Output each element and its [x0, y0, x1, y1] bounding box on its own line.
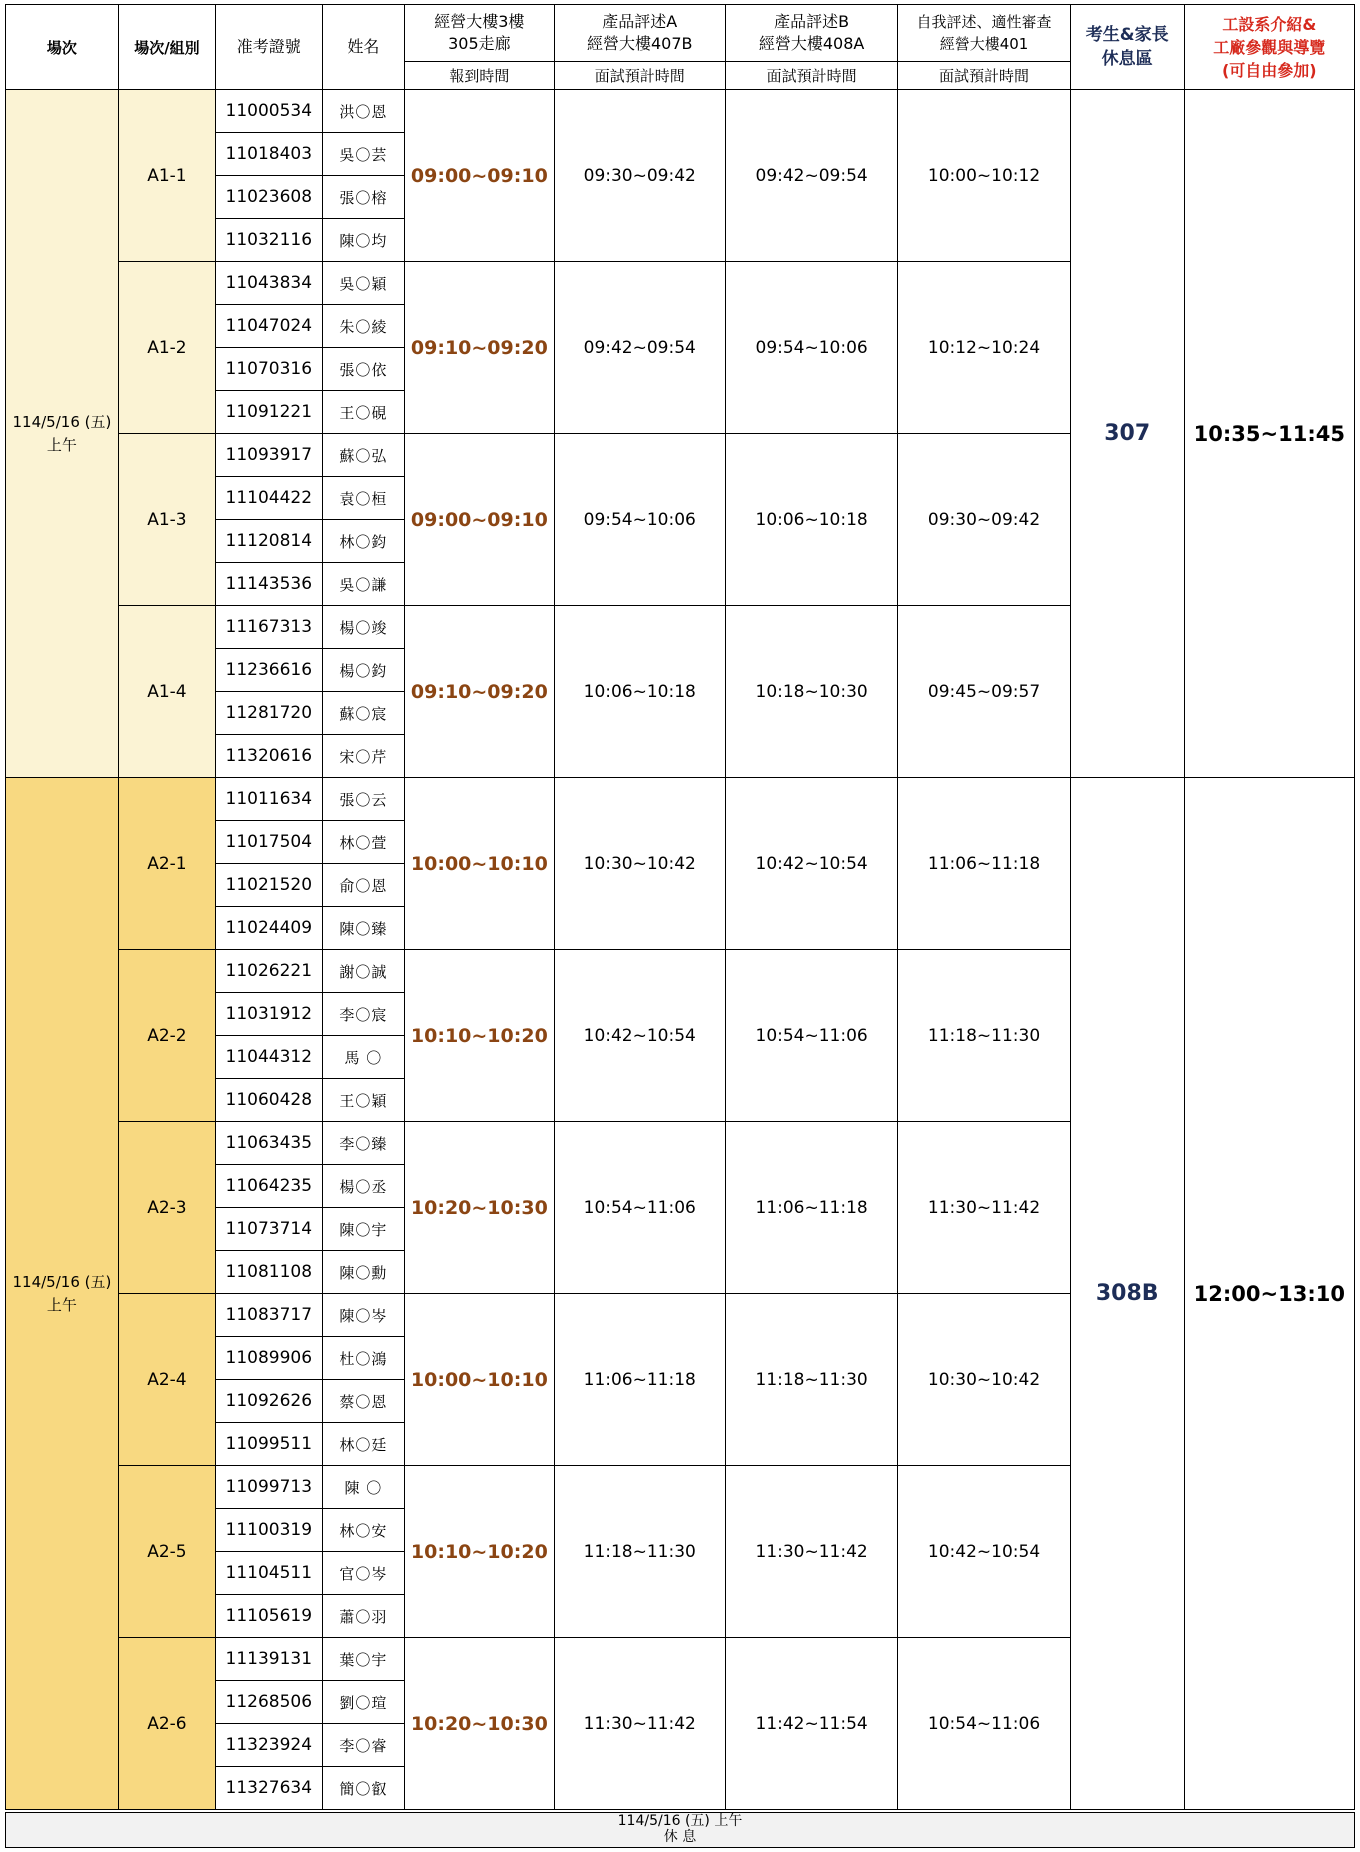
header-name: 姓名 — [322, 5, 405, 90]
student-name: 吳〇謙 — [322, 563, 405, 606]
exam-id: 11044312 — [216, 1036, 323, 1079]
interview-time-b: 10:06~10:18 — [725, 434, 897, 606]
interview-time-c: 10:30~10:42 — [898, 1294, 1070, 1466]
exam-id: 11021520 — [216, 864, 323, 907]
header-col-a-line1: 產品評述A — [602, 12, 678, 31]
exam-id: 11100319 — [216, 1509, 323, 1552]
student-name: 陳〇臻 — [322, 907, 405, 950]
student-name: 蔡〇恩 — [322, 1380, 405, 1423]
interview-time-b: 10:18~10:30 — [725, 606, 897, 778]
exam-id: 11081108 — [216, 1251, 323, 1294]
student-name: 宋〇芹 — [322, 735, 405, 778]
header-tour-line1: 工設系介紹& — [1222, 14, 1317, 34]
exam-id: 11023608 — [216, 176, 323, 219]
interview-time-b: 10:42~10:54 — [725, 778, 897, 950]
header-col-b-line2: 經營大樓408A — [758, 34, 865, 53]
student-name: 陳〇岑 — [322, 1294, 405, 1337]
session-date-cell — [6, 778, 119, 1810]
table-row — [6, 778, 1355, 821]
header-rest-line2: 休息區 — [1101, 49, 1153, 69]
header-interview-time-b: 面試預計時間 — [725, 62, 897, 90]
interview-time-c: 11:06~11:18 — [898, 778, 1070, 950]
footer-line2: 休 息 — [663, 1829, 697, 1845]
student-name: 吳〇芸 — [322, 133, 405, 176]
student-name: 謝〇誠 — [322, 950, 405, 993]
exam-id: 11268506 — [216, 1681, 323, 1724]
interview-time-c: 11:30~11:42 — [898, 1122, 1070, 1294]
student-name: 王〇穎 — [322, 1079, 405, 1122]
student-name: 楊〇丞 — [322, 1165, 405, 1208]
header-session: 場次 — [6, 5, 119, 90]
report-time: 09:00~09:10 — [405, 90, 554, 262]
exam-id: 11063435 — [216, 1122, 323, 1165]
table-row — [6, 90, 1355, 133]
exam-id: 11099713 — [216, 1466, 323, 1509]
header-col-b — [725, 5, 897, 62]
student-name: 楊〇竣 — [322, 606, 405, 649]
group-label: A1-2 — [118, 262, 215, 434]
interview-time-a: 09:42~09:54 — [554, 262, 725, 434]
student-name: 俞〇恩 — [322, 864, 405, 907]
exam-id: 11000534 — [216, 90, 323, 133]
student-name: 李〇臻 — [322, 1122, 405, 1165]
header-exam-id: 准考證號 — [216, 5, 323, 90]
exam-id: 11018403 — [216, 133, 323, 176]
exam-id: 11043834 — [216, 262, 323, 305]
student-name: 楊〇鈞 — [322, 649, 405, 692]
interview-time-a: 09:30~09:42 — [554, 90, 725, 262]
group-label: A2-5 — [118, 1466, 215, 1638]
report-time: 09:10~09:20 — [405, 262, 554, 434]
exam-id: 11026221 — [216, 950, 323, 993]
header-col-c-line2: 經營大樓401 — [939, 35, 1029, 53]
exam-id: 11060428 — [216, 1079, 323, 1122]
header-tour — [1184, 5, 1354, 90]
exam-id: 11236616 — [216, 649, 323, 692]
header-col-c — [898, 5, 1070, 62]
student-name: 林〇鈞 — [322, 520, 405, 563]
exam-id: 11143536 — [216, 563, 323, 606]
exam-id: 11070316 — [216, 348, 323, 391]
report-time: 10:10~10:20 — [405, 950, 554, 1122]
exam-id: 11099511 — [216, 1423, 323, 1466]
header-report-time: 報到時間 — [405, 62, 554, 90]
interview-time-c: 10:42~10:54 — [898, 1466, 1070, 1638]
interview-time-a: 10:54~11:06 — [554, 1122, 725, 1294]
student-name: 李〇宸 — [322, 993, 405, 1036]
student-name: 林〇萱 — [322, 821, 405, 864]
exam-id: 11011634 — [216, 778, 323, 821]
exam-id: 11139131 — [216, 1638, 323, 1681]
header-report-place — [405, 5, 554, 62]
interview-time-b: 09:42~09:54 — [725, 90, 897, 262]
header-col-a-line2: 經營大樓407B — [586, 34, 693, 53]
student-name: 蘇〇宸 — [322, 692, 405, 735]
interview-time-a: 09:54~10:06 — [554, 434, 725, 606]
report-time: 10:10~10:20 — [405, 1466, 554, 1638]
group-label: A2-1 — [118, 778, 215, 950]
report-time: 09:00~09:10 — [405, 434, 554, 606]
group-label: A2-2 — [118, 950, 215, 1122]
exam-id: 11323924 — [216, 1724, 323, 1767]
student-name: 王〇硯 — [322, 391, 405, 434]
interview-time-a: 11:06~11:18 — [554, 1294, 725, 1466]
exam-id: 11017504 — [216, 821, 323, 864]
interview-time-a: 10:06~10:18 — [554, 606, 725, 778]
session-period: 上午 — [46, 1295, 77, 1314]
group-label: A1-1 — [118, 90, 215, 262]
header-tour-line3: (可自由參加) — [1221, 60, 1317, 80]
student-name: 蘇〇弘 — [322, 434, 405, 477]
footer-rest-bar — [5, 1812, 1355, 1848]
student-name: 朱〇綾 — [322, 305, 405, 348]
exam-id: 11104422 — [216, 477, 323, 520]
tour-time: 12:00~13:10 — [1184, 778, 1354, 1810]
student-name: 張〇云 — [322, 778, 405, 821]
interview-time-a: 11:18~11:30 — [554, 1466, 725, 1638]
group-label: A2-3 — [118, 1122, 215, 1294]
student-name: 吳〇穎 — [322, 262, 405, 305]
exam-id: 11281720 — [216, 692, 323, 735]
header-rest-area — [1070, 5, 1184, 90]
student-name: 官〇岑 — [322, 1552, 405, 1595]
exam-id: 11083717 — [216, 1294, 323, 1337]
report-time: 10:00~10:10 — [405, 778, 554, 950]
header-col-c-line1: 自我評述、適性審查 — [916, 13, 1052, 31]
exam-id: 11104511 — [216, 1552, 323, 1595]
exam-id: 11047024 — [216, 305, 323, 348]
exam-id: 11320616 — [216, 735, 323, 778]
exam-id: 11093917 — [216, 434, 323, 477]
header-tour-line2: 工廠參觀與導覽 — [1213, 37, 1326, 57]
rest-room: 307 — [1070, 90, 1184, 778]
student-name: 陳 〇 — [322, 1466, 405, 1509]
exam-id: 11120814 — [216, 520, 323, 563]
schedule-body — [6, 90, 1355, 1810]
group-label: A1-3 — [118, 434, 215, 606]
interview-time-b: 11:18~11:30 — [725, 1294, 897, 1466]
exam-id: 11024409 — [216, 907, 323, 950]
interview-time-c: 09:30~09:42 — [898, 434, 1070, 606]
student-name: 張〇依 — [322, 348, 405, 391]
interview-time-b: 11:30~11:42 — [725, 1466, 897, 1638]
student-name: 張〇榕 — [322, 176, 405, 219]
interview-time-b: 11:06~11:18 — [725, 1122, 897, 1294]
interview-time-b: 10:54~11:06 — [725, 950, 897, 1122]
exam-id: 11092626 — [216, 1380, 323, 1423]
interview-time-a: 10:42~10:54 — [554, 950, 725, 1122]
header-interview-time-c: 面試預計時間 — [898, 62, 1070, 90]
session-period: 上午 — [46, 435, 77, 454]
report-time: 10:20~10:30 — [405, 1638, 554, 1810]
exam-id: 11073714 — [216, 1208, 323, 1251]
interview-time-c: 09:45~09:57 — [898, 606, 1070, 778]
student-name: 馬 〇 — [322, 1036, 405, 1079]
group-label: A2-4 — [118, 1294, 215, 1466]
interview-time-c: 10:00~10:12 — [898, 90, 1070, 262]
student-name: 簡〇叡 — [322, 1767, 405, 1810]
header-report-place-line2: 305走廊 — [448, 34, 511, 53]
group-label: A2-6 — [118, 1638, 215, 1810]
exam-id: 11327634 — [216, 1767, 323, 1810]
exam-id: 11105619 — [216, 1595, 323, 1638]
session-date: 114/5/16 (五) — [12, 1272, 112, 1291]
report-time: 10:00~10:10 — [405, 1294, 554, 1466]
exam-id: 11032116 — [216, 219, 323, 262]
interview-time-a: 11:30~11:42 — [554, 1638, 725, 1810]
student-name: 林〇安 — [322, 1509, 405, 1552]
schedule-table — [5, 4, 1355, 1810]
student-name: 林〇廷 — [322, 1423, 405, 1466]
interview-time-c: 10:54~11:06 — [898, 1638, 1070, 1810]
header-group: 場次/組別 — [118, 5, 215, 90]
footer-line1: 114/5/16 (五) 上午 — [617, 1813, 743, 1829]
report-time: 09:10~09:20 — [405, 606, 554, 778]
student-name: 陳〇均 — [322, 219, 405, 262]
header-interview-time-a: 面試預計時間 — [554, 62, 725, 90]
student-name: 葉〇宇 — [322, 1638, 405, 1681]
header-col-a — [554, 5, 725, 62]
header-col-b-line1: 產品評述B — [774, 12, 850, 31]
interview-time-b: 09:54~10:06 — [725, 262, 897, 434]
exam-id: 11089906 — [216, 1337, 323, 1380]
student-name: 劉〇瑄 — [322, 1681, 405, 1724]
student-name: 蕭〇羽 — [322, 1595, 405, 1638]
exam-id: 11167313 — [216, 606, 323, 649]
session-date-cell — [6, 90, 119, 778]
group-label: A1-4 — [118, 606, 215, 778]
interview-time-b: 11:42~11:54 — [725, 1638, 897, 1810]
student-name: 李〇睿 — [322, 1724, 405, 1767]
report-time: 10:20~10:30 — [405, 1122, 554, 1294]
header-report-place-line1: 經營大樓3樓 — [434, 12, 525, 31]
tour-time: 10:35~11:45 — [1184, 90, 1354, 778]
student-name: 洪〇恩 — [322, 90, 405, 133]
interview-time-c: 10:12~10:24 — [898, 262, 1070, 434]
exam-id: 11091221 — [216, 391, 323, 434]
interview-time-a: 10:30~10:42 — [554, 778, 725, 950]
interview-time-c: 11:18~11:30 — [898, 950, 1070, 1122]
session-date: 114/5/16 (五) — [12, 412, 112, 431]
exam-id: 11031912 — [216, 993, 323, 1036]
student-name: 杜〇鴻 — [322, 1337, 405, 1380]
student-name: 陳〇勳 — [322, 1251, 405, 1294]
header-rest-line1: 考生&家長 — [1085, 25, 1169, 45]
student-name: 陳〇宇 — [322, 1208, 405, 1251]
rest-room: 308B — [1070, 778, 1184, 1810]
student-name: 袁〇桓 — [322, 477, 405, 520]
exam-id: 11064235 — [216, 1165, 323, 1208]
